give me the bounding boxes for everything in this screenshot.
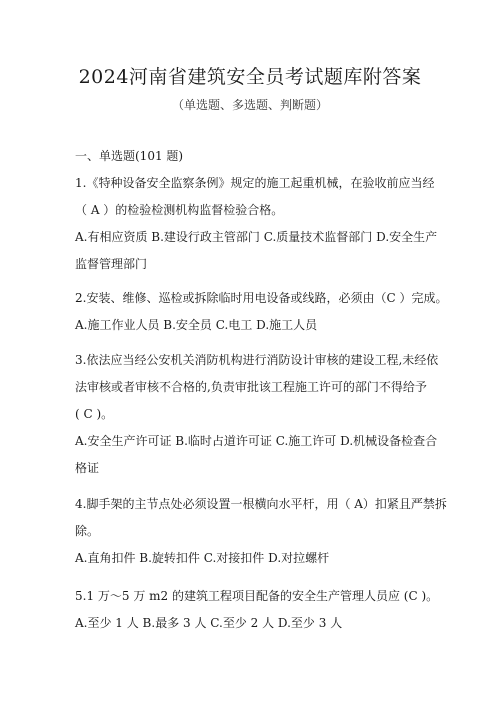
question-1-options: A.有相应资质 B.建设行政主管部门 C.质量技术监督部门 D.安全生产	[75, 230, 438, 244]
question-3-options: 格证	[75, 461, 100, 475]
document-subtitle: （单选题、多选题、判断题）	[171, 98, 328, 112]
document-title: 2024河南省建筑安全员考试题库附答案	[78, 66, 422, 88]
question-4-options: A.直角扣件 B.旋转扣件 C.对接扣件 D.对拉螺杆	[75, 551, 330, 565]
section-heading: 一、单选题(101 题)	[75, 149, 184, 163]
question-3-options: A.安全生产许可证 B.临时占道许可证 C.施工许可 D.机械设备检查合	[75, 434, 438, 448]
question-2-text: 2.安装、维修、巡检或拆除临时用电设备或线路，必须由（C ）完成。	[75, 291, 448, 305]
question-2-options: A.施工作业人员 B.安全员 C.电工 D.施工人员	[75, 318, 318, 332]
question-1-text: （ A ）的检验检测机构监督检验合格。	[75, 203, 284, 217]
question-3-text: ( C )。	[75, 407, 114, 421]
question-5-options: A.至少 1 人 B.最多 3 人 C.至少 2 人 D.至少 3 人	[75, 616, 343, 630]
question-1-options: 监督管理部门	[75, 257, 148, 271]
question-4-text: 除。	[75, 524, 100, 538]
question-3-text: 法审核或者审核不合格的,负责审批该工程施工许可的部门不得给予	[75, 380, 427, 394]
question-4-text: 4.脚手架的主节点处必须设置一根横向水平杆，用（ A）扣紧且严禁拆	[75, 497, 447, 511]
question-5-text: 5.1 万～5 万 m2 的建筑工程项目配备的安全生产管理人员应 (C )。	[75, 589, 439, 603]
question-1-text: 1.《特种设备安全监察条例》规定的施工起重机械，在验收前应当经	[75, 176, 435, 190]
question-3-text: 3.依法应当经公安机关消防机构进行消防设计审核的建设工程,未经依	[75, 353, 439, 367]
